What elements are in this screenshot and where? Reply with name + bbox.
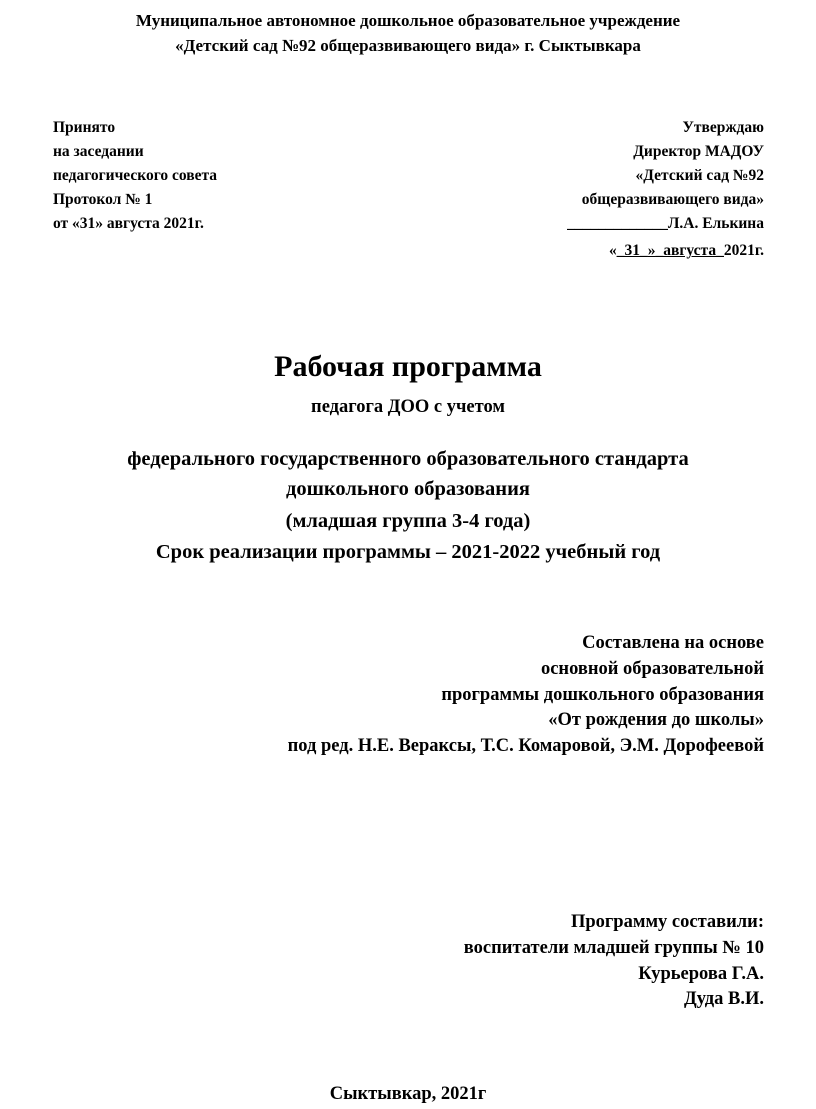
- basis-line1: Составлена на основе: [582, 633, 764, 653]
- footer-city-year: Сыктывкар, 2021г: [329, 1084, 487, 1104]
- approved-date-mid: »: [647, 242, 656, 259]
- accepted-line3: педагогического совета: [53, 167, 218, 184]
- institution-name-line1: Муниципальное автономное дошкольное образовательное учреждение: [135, 11, 681, 30]
- basis-line2: основной образовательной: [540, 659, 764, 679]
- standard-line2: дошкольного образования: [285, 478, 531, 500]
- accepted-line2: на заседании: [53, 143, 144, 160]
- accepted-line5: от «31» августа 2021г.: [53, 215, 204, 232]
- authors-line3: Курьерова Г.А.: [638, 964, 764, 984]
- approved-line1: Утверждаю: [682, 119, 764, 136]
- approved-line2: Директор МАДОУ: [633, 143, 764, 160]
- accepted-line4: Протокол № 1: [53, 191, 153, 208]
- group-line: (младшая группа 3-4 года): [285, 510, 531, 532]
- term-line: Срок реализации программы – 2021-2022 учебный год: [155, 541, 661, 563]
- authors-line2: воспитатели младшей группы № 10: [463, 938, 764, 958]
- approved-date-day: _31_: [616, 242, 648, 259]
- authors-line1: Программу составили:: [570, 912, 764, 932]
- basis-line3: программы дошкольного образования: [441, 685, 764, 705]
- authors-line4: Дуда В.И.: [683, 989, 764, 1009]
- approved-signature-line: _____________Л.А. Елькина: [567, 215, 764, 232]
- standard-line1: федерального государственного образовательного стандарта: [127, 448, 689, 470]
- approved-date: [609, 241, 764, 261]
- approved-date-open: «: [608, 242, 617, 259]
- basis-line4: «От рождения до школы»: [548, 710, 764, 730]
- approved-line3: «Детский сад №92: [635, 167, 764, 184]
- approved-date-year: 2021г.: [723, 242, 764, 259]
- basis-line5: под ред. Н.Е. Вераксы, Т.С. Комаровой, Э.М. Дорофеевой: [287, 736, 764, 756]
- institution-name-line2: «Детский сад №92 общеразвивающего вида» г. Сыктывкара: [175, 36, 641, 55]
- document-title: Рабочая программа: [274, 350, 542, 383]
- approved-date-month: _августа_: [655, 242, 724, 259]
- document-subtitle: педагога ДОО с учетом: [311, 397, 505, 417]
- approved-line4: общеразвивающего вида»: [581, 191, 764, 208]
- accepted-line1: Принято: [53, 119, 116, 136]
